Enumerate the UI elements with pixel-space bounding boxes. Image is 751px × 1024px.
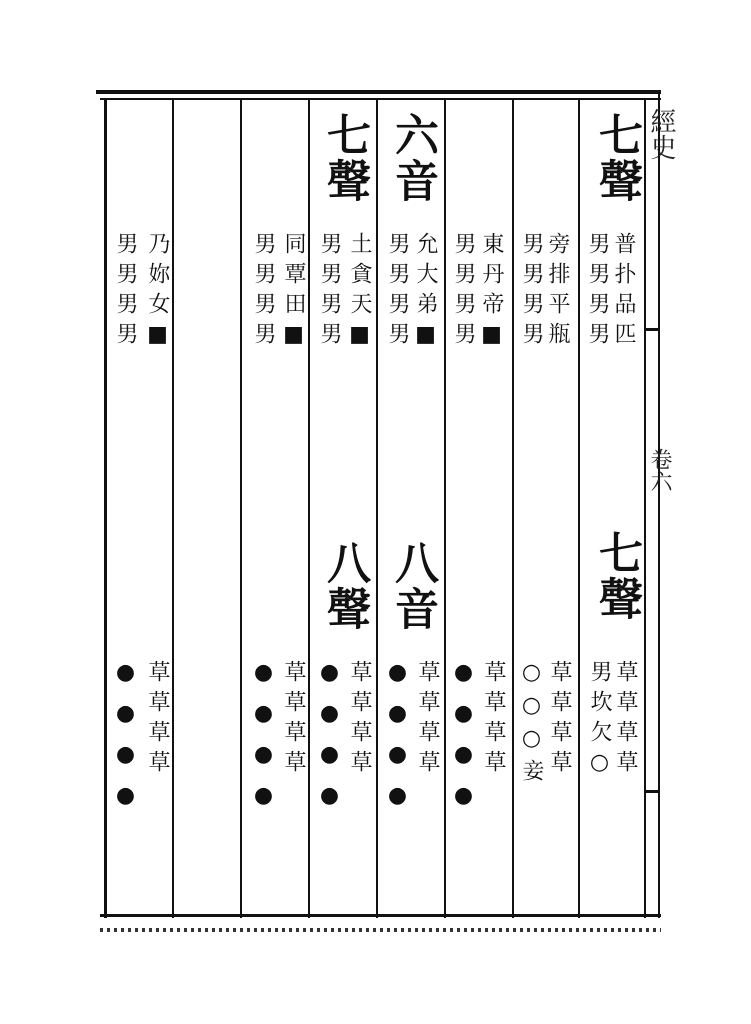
heading-column-4: 六音 <box>387 112 438 204</box>
lower-text-column-4a: 草草草草 <box>415 660 440 780</box>
bottom-noise <box>100 928 661 932</box>
heading-column-1: 七聲 <box>591 112 642 204</box>
lower-heading-column-4: 八音 <box>387 540 438 632</box>
column-rule <box>104 98 107 918</box>
lower-dots-column-5: ●●●● <box>317 660 342 824</box>
column-rule <box>578 98 580 918</box>
lower-text-column-3a: 草草草草 <box>481 660 506 780</box>
text-column-3b: 男男男男 <box>451 232 476 352</box>
text-column-6b: 男男男男 <box>251 232 276 352</box>
lower-text-column-2b: ○○○妾 <box>519 660 544 789</box>
lower-heading-column-1: 七聲 <box>591 530 642 622</box>
heading-column-5: 七聲 <box>319 112 370 204</box>
column-rule <box>512 98 514 918</box>
text-column-1b: 男男男男 <box>585 232 610 352</box>
lower-dots-column-3: ●●●● <box>451 660 476 824</box>
lower-text-column-6a: 草草草草 <box>281 660 306 780</box>
text-column-5a: 土貪天■ <box>347 232 372 355</box>
text-column-4a: 允大弟■ <box>413 232 438 355</box>
margin-rule <box>658 90 660 918</box>
running-title: 經史 <box>646 108 676 160</box>
top-border <box>96 90 661 94</box>
text-column-2a: 旁排平瓶 <box>545 232 570 352</box>
text-column-6a: 同覃田■ <box>281 232 306 355</box>
lower-text-column-1a: 草草草草 <box>613 660 638 780</box>
lower-heading-column-5: 八聲 <box>319 540 370 632</box>
text-column-1a: 普扑品匹 <box>611 232 636 352</box>
column-rule <box>172 98 174 918</box>
column-rule <box>308 98 310 918</box>
lower-text-column-2a: 草草草草 <box>547 660 572 780</box>
lower-text-column-1b: 男坎欠○ <box>587 660 612 783</box>
lower-dots-column-8: ●●●● <box>113 660 138 824</box>
lower-text-column-5a: 草草草草 <box>347 660 372 780</box>
text-column-5b: 男男男男 <box>317 232 342 352</box>
column-rule <box>444 98 446 918</box>
fishtail-mark <box>646 790 660 793</box>
fishtail-mark <box>646 328 660 331</box>
sheet-label: 卷六 <box>647 448 672 492</box>
text-column-2b: 男男男男 <box>519 232 544 352</box>
bottom-border <box>100 914 661 917</box>
lower-text-column-8a: 草草草草 <box>145 660 170 780</box>
column-rule <box>644 98 646 918</box>
lower-dots-column-4: ●●●● <box>385 660 410 824</box>
lower-dots-column-6: ●●●● <box>251 660 276 824</box>
column-rule <box>376 98 378 918</box>
top-border-inner <box>100 98 661 100</box>
text-column-4b: 男男男男 <box>385 232 410 352</box>
text-column-8a: 乃妳女■ <box>145 232 170 355</box>
text-column-8b: 男男男男 <box>113 232 138 352</box>
text-column-3a: 東丹帝■ <box>479 232 504 355</box>
column-rule <box>240 98 242 918</box>
